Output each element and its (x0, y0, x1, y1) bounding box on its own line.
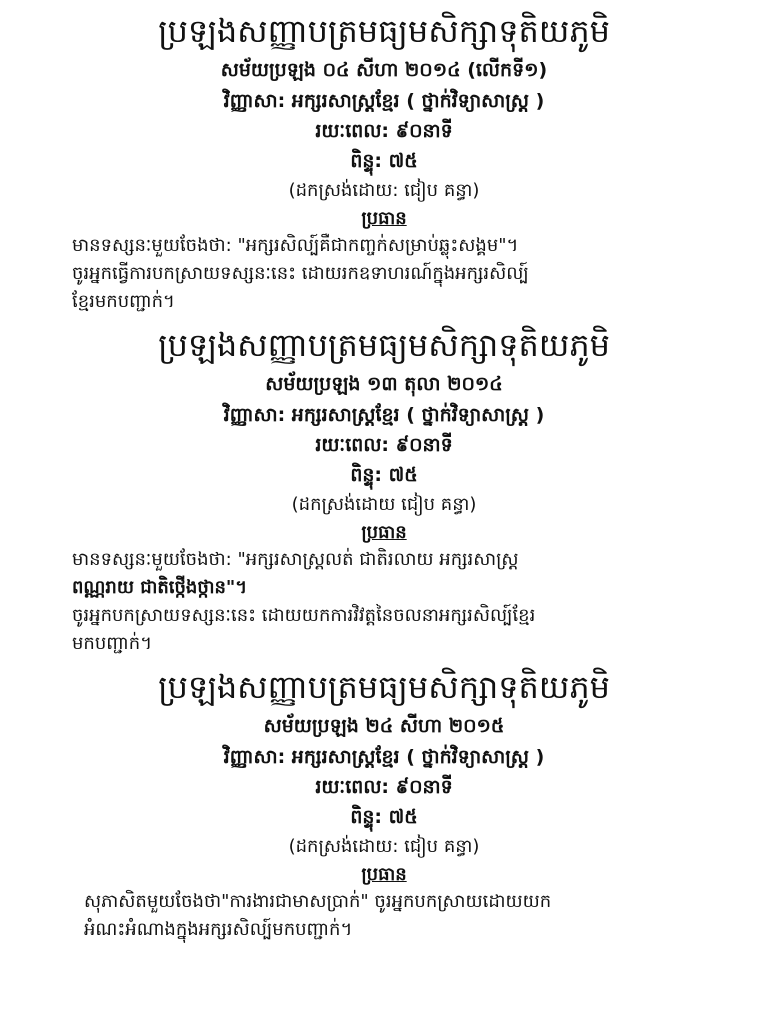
topic-body-line: ចូរអ្នកបកស្រាយទស្សនៈនេះ ដោយយកការវិវត្តនៃចលនាអក្សរសិល្ប៍ខ្មែរ (72, 605, 536, 626)
exam-duration: រយៈពេល: ៩០នាទី (315, 434, 453, 456)
exam-session: សម័យប្រឡង ១៣ តុលា ២០១៤ (265, 373, 503, 395)
topic-heading: ប្រធាន (361, 864, 407, 885)
exam-block-2014-aug (0, 8, 768, 316)
exam-source: (ដកស្រង់ដោយ ជៀប គន្ធា) (291, 494, 477, 515)
topic-body-line: មកបញ្ជាក់។ (72, 633, 153, 654)
exam-session: សម័យប្រឡង ០៤ សីហា ២០១៤ (លើកទី១) (220, 59, 548, 81)
exam-title: ប្រឡងសញ្ញាបត្រមធ្យមសិក្សាទុតិយភូមិ (158, 668, 610, 706)
exam-subject: វិញ្ញាសា: អក្សរសាស្ត្រខ្មែរ ( ថ្នាក់វិទ្យាសាស្ត្រ ) (223, 404, 545, 426)
exam-duration: រយៈពេល: ៩០នាទី (315, 120, 453, 142)
exam-source: (ដកស្រង់ដោយ: ជៀប គន្ធា) (288, 836, 480, 857)
topic-body-line: អំណះអំណាងក្នុងអក្សរសិល្ប៍មកបញ្ជាក់។ (84, 919, 353, 940)
exam-block-2014-oct (0, 322, 768, 658)
exam-score: ពិន្ទុ: ៧៥ (350, 150, 418, 172)
exam-title: ប្រឡងសញ្ញាបត្រមធ្យមសិក្សាទុតិយភូមិ (158, 326, 610, 364)
topic-heading: ប្រធាន (361, 522, 407, 543)
topic-body-line: មានទស្សនៈមួយចែងថា: "អក្សរសាស្ត្រលត់ ជាតិរលាយ អក្សរសាស្ត្រ (72, 549, 519, 570)
exam-title: ប្រឡងសញ្ញាបត្រមធ្យមសិក្សាទុតិយភូមិ (158, 12, 610, 50)
topic-body-line: ពណ្ណរាយ ជាតិថ្កើងថ្កាន"។ (72, 577, 248, 598)
exam-subject: វិញ្ញាសា: អក្សរសាស្ត្រខ្មែរ ( ថ្នាក់វិទ្យាសាស្ត្រ ) (223, 746, 545, 768)
exam-block-2015-aug (0, 664, 768, 944)
exam-session: សម័យប្រឡង ២៤ សីហា ២០១៥ (263, 715, 505, 737)
topic-body-line: មានទស្សនៈមួយចែងថា: "អក្សរសិល្ប៍គឺជាកញ្ចក់សម្រាប់ឆ្លុះសង្គម"។ (72, 235, 519, 256)
exam-subject: វិញ្ញាសា: អក្សរសាស្ត្រខ្មែរ ( ថ្នាក់វិទ្យាសាស្ត្រ ) (223, 90, 545, 112)
topic-heading: ប្រធាន (361, 208, 407, 229)
exam-score: ពិន្ទុ: ៧៥ (350, 464, 418, 486)
exam-source: (ដកស្រង់ដោយ: ជៀប គន្ធា) (288, 180, 480, 201)
topic-body-line: ចូរអ្នកធ្វើការបកស្រាយទស្សនៈនេះ ដោយរកឧទាហរណ៍ក្នុងអក្សរសិល្ប៍ (72, 263, 529, 284)
topic-body-line: សុភាសិតមួយចែងថា"ការងារជាមាសប្រាក់" ចូរអ្នកបកស្រាយដោយយក (84, 891, 552, 912)
exam-duration: រយៈពេល: ៩០នាទី (315, 776, 453, 798)
topic-body-line: ខ្មែរមកបញ្ជាក់។ (72, 291, 175, 312)
exam-score: ពិន្ទុ: ៧៥ (350, 806, 418, 828)
